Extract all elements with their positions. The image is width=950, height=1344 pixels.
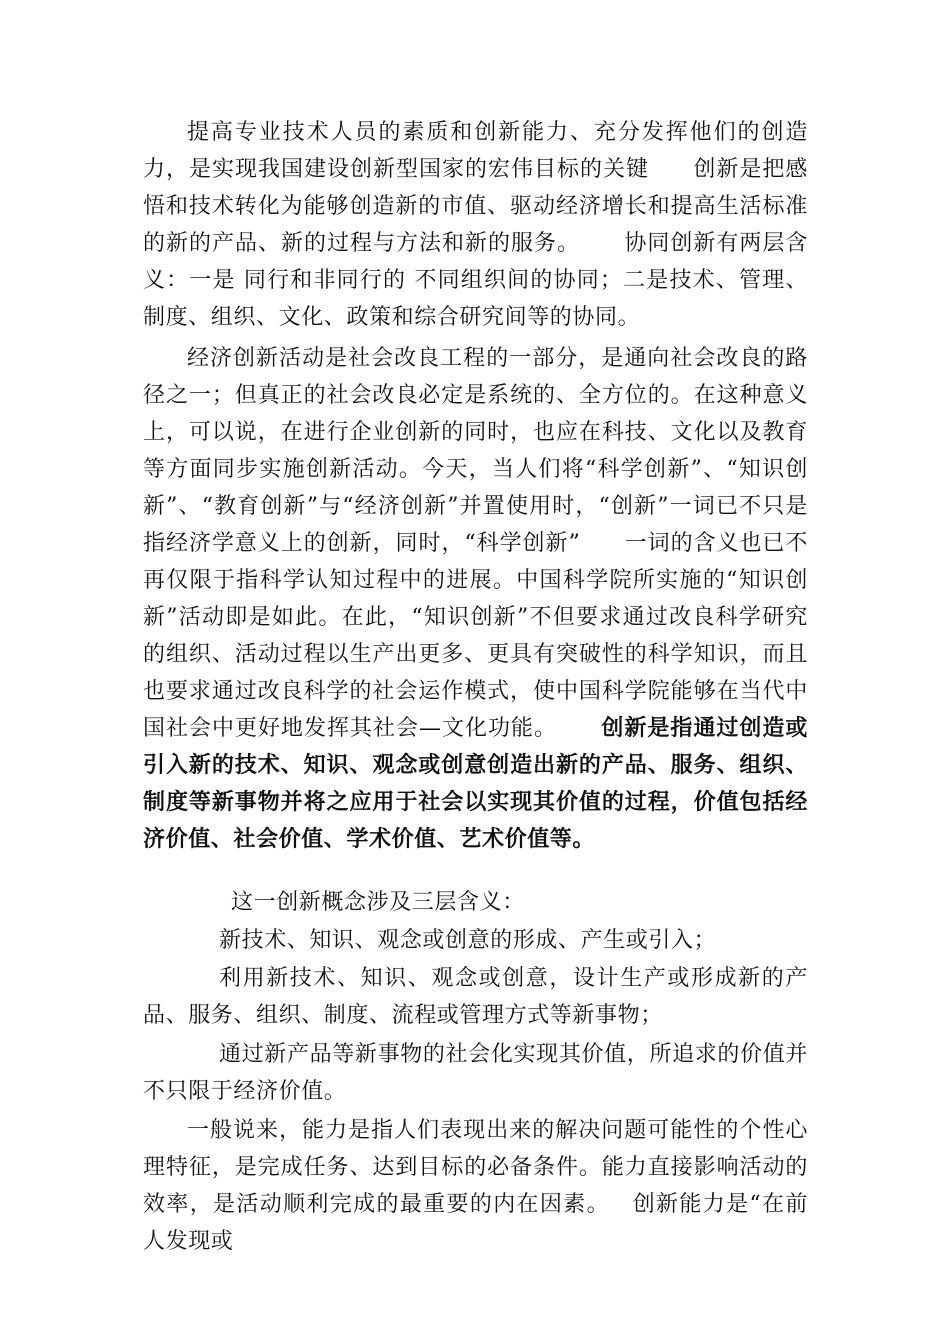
- p3-text: 这一创新概念涉及三层含义：: [231, 890, 525, 915]
- p7-sentence-2: 创新能力是“在前人发现或: [143, 1192, 808, 1254]
- paragraph-3: [143, 884, 808, 921]
- paragraph-6: [143, 1036, 808, 1110]
- p5-text: 利用新技术、知识、观念或创意，设计生产或形成新的产品、服务、组织、制度、流程或管理方式等新事物；: [143, 966, 808, 1028]
- p2-text-1: 经济创新活动是社会改良工程的一部分，是通向社会改良的路径之一；但真正的社会改良必定是系统的、全方位的。在这种意义上，可以说，在进行企业创新的同时，也应在科技、文化以及教育等方面同步实施创新活动。今天，当人们将“科学创新”、“知识创新”、“教育创新”与“经济创新”并置使用时，“创新”一词已不只是指经济学意义上的创新，同时，“科学创新”: [143, 346, 808, 556]
- paragraph-1: [143, 114, 808, 336]
- paragraph-5: [143, 960, 808, 1034]
- p4-text: 新技术、知识、观念或创意的形成、产生或引入；: [219, 928, 717, 953]
- p1-sentence-2: 创新是把感悟和技术转化为能够创造新的市值、驱动经济增长和提高生活标准的新的产品、新的过程与方法和新的服务。: [143, 157, 808, 256]
- paragraph-7: [143, 1112, 808, 1260]
- p1-sentence-1: 提高专业技术人员的素质和创新能力、充分发挥他们的创造力，是实现我国建设创新型国家的宏伟目标的关键: [143, 120, 808, 182]
- p1-sentence-3: 协同创新有两层含义：一是 同行和非同行的 不同组织间的协同；二是技术、管理、制度、组织、文化、政策和综合研究间等的协同。: [143, 231, 808, 330]
- p2-text-2: 一词的含义也已不再仅限于指科学认知过程中的进展。中国科学院所实施的“知识创新”活动即是如此。在此，“知识创新”不但要求通过改良科学研究的组织、活动过程以生产出更多、更具有突破性的科学知识，而且也要求通过改良科学的社会运作模式，使中国科学院能够在当代中国社会中更好地发挥其社会—文化功能。: [143, 531, 808, 741]
- p6-text: 通过新产品等新事物的社会化实现其价值，所追求的价值并不只限于经济价值。: [143, 1042, 808, 1104]
- paragraph-2: [143, 340, 808, 858]
- paragraph-4: [143, 922, 808, 959]
- p7-sentence-1: 一般说来，能力是指人们表现出来的解决问题可能性的个性心理特征，是完成任务、达到目标的必备条件。能力直接影响活动的效率，是活动顺利完成的最重要的内在因素。: [143, 1118, 808, 1217]
- p2-bold-definition: 创新是指通过创造或引入新的技术、知识、观念或创意创造出新的产品、服务、组织、制度等新事物并将之应用于社会以实现其价值的过程，价值包括经济价值、社会价值、学术价值、艺术价值等。: [143, 716, 808, 852]
